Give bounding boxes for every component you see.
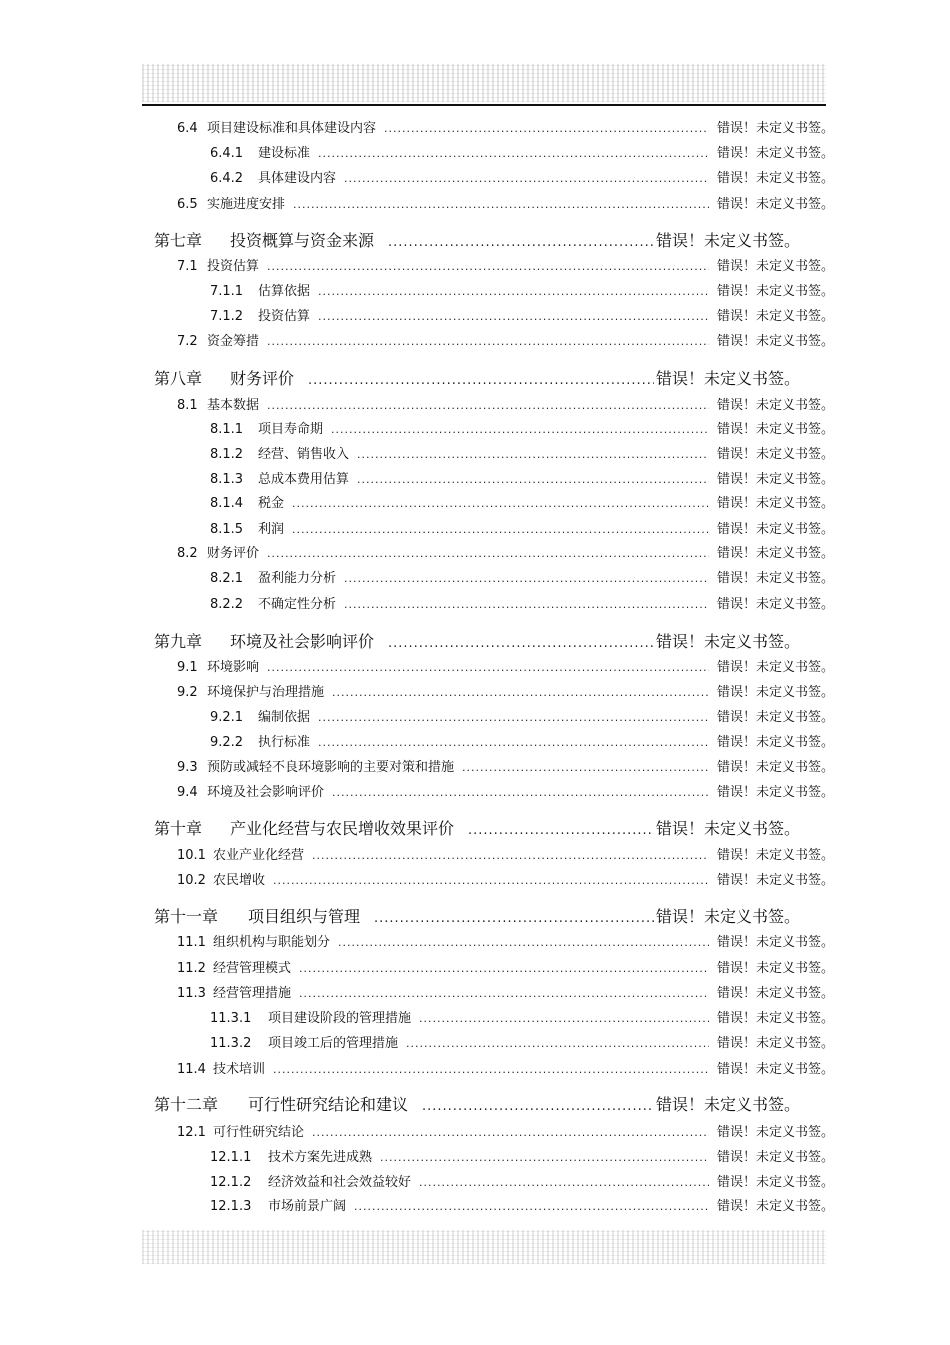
- toc-entry-number: 8.1.4: [210, 496, 244, 511]
- toc-leader-dots: [344, 596, 709, 614]
- toc-leader-dots: [267, 258, 709, 276]
- toc-section-entry[interactable]: [177, 120, 834, 138]
- toc-leader-dots: [468, 820, 654, 842]
- toc-entry-page-ref: 错误！未定义书签。: [655, 1095, 800, 1114]
- toc-section-entry[interactable]: [177, 985, 834, 1003]
- toc-leader-dots: [318, 145, 709, 163]
- toc-leader-dots: [344, 570, 709, 588]
- toc-section-entry[interactable]: [177, 847, 834, 865]
- toc-entry-page-ref: 错误！未定义书签。: [716, 571, 834, 586]
- toc-entry-page-ref: 错误！未定义书签。: [716, 1175, 834, 1190]
- toc-leader-dots: [332, 784, 709, 802]
- toc-entry-title: 利润: [258, 522, 285, 537]
- toc-leader-dots: [292, 521, 709, 539]
- toc-leader-dots: [380, 1149, 709, 1167]
- toc-entry-page-ref: 错误！未定义书签。: [716, 1036, 834, 1051]
- toc-subsection-entry[interactable]: [210, 308, 834, 326]
- toc-entry-title: 资金筹措: [207, 334, 260, 349]
- toc-subsection-entry[interactable]: [210, 1035, 834, 1053]
- toc-subsection-entry[interactable]: [210, 495, 834, 513]
- toc-entry-title: 组织机构与职能划分: [213, 935, 331, 950]
- toc-entry-title: 经济效益和社会效益较好: [268, 1175, 412, 1190]
- toc-subsection-entry[interactable]: [210, 1174, 834, 1192]
- toc-entry-number: 10.1: [177, 848, 206, 863]
- toc-entry-number: 11.3: [177, 986, 206, 1001]
- toc-entry-number: 7.1.2: [210, 309, 244, 324]
- toc-subsection-entry[interactable]: [210, 570, 834, 588]
- toc-entry-page-ref: 错误！未定义书签。: [716, 1199, 834, 1214]
- toc-entry-page-ref: 错误！未定义书签。: [716, 760, 834, 775]
- toc-section-entry[interactable]: [177, 1124, 834, 1142]
- toc-entry-page-ref: 错误！未定义书签。: [716, 121, 834, 136]
- toc-entry-number: 11.3.1: [210, 1011, 252, 1026]
- toc-entry-title: 项目组织与管理: [248, 907, 361, 926]
- toc-leader-dots: [462, 759, 709, 777]
- toc-entry-page-ref: 错误！未定义书签。: [716, 334, 834, 349]
- toc-entry-page-ref: 错误！未定义书签。: [716, 146, 834, 161]
- toc-entry-number: 7.1.1: [210, 284, 244, 299]
- toc-leader-dots: [338, 934, 709, 952]
- page-footer-band: [142, 1230, 826, 1264]
- toc-entry-title: 估算依据: [258, 284, 311, 299]
- toc-entry-title: 建设标准: [258, 146, 311, 161]
- toc-entry-number: 6.4: [177, 121, 198, 136]
- toc-leader-dots: [406, 1035, 709, 1053]
- toc-entry-title: 编制依据: [258, 710, 311, 725]
- toc-entry-number: 11.4: [177, 1062, 206, 1077]
- toc-entry-title: 可行性研究结论: [213, 1125, 305, 1140]
- toc-leader-dots: [388, 232, 654, 254]
- toc-leader-dots: [267, 545, 709, 563]
- toc-entry-title: 环境及社会影响评价: [207, 785, 325, 800]
- toc-entry-number: 8.2.2: [210, 597, 244, 612]
- toc-subsection-entry[interactable]: [210, 521, 834, 539]
- toc-entry-page-ref: 错误！未定义书签。: [655, 632, 800, 651]
- toc-chapter-entry[interactable]: [154, 818, 800, 842]
- toc-entry-page-ref: 错误！未定义书签。: [655, 819, 800, 838]
- toc-entry-title: 基本数据: [207, 398, 260, 413]
- toc-entry-page-ref: 错误！未定义书签。: [716, 685, 834, 700]
- toc-entry-page-ref: 错误！未定义书签。: [716, 848, 834, 863]
- toc-entry-title: 不确定性分析: [258, 597, 337, 612]
- toc-entry-number: 第九章: [154, 632, 203, 651]
- toc-entry-page-ref: 错误！未定义书签。: [716, 522, 834, 537]
- toc-entry-page-ref: 错误！未定义书签。: [716, 259, 834, 274]
- toc-entry-title: 预防或减轻不良环境影响的主要对策和措施: [207, 760, 455, 775]
- toc-leader-dots: [331, 421, 709, 439]
- toc-leader-dots: [293, 196, 709, 214]
- toc-leader-dots: [357, 471, 709, 489]
- toc-entry-page-ref: 错误！未定义书签。: [716, 496, 834, 511]
- toc-subsection-entry[interactable]: [210, 446, 834, 464]
- toc-chapter-entry[interactable]: [154, 906, 800, 930]
- toc-entry-page-ref: 错误！未定义书签。: [716, 935, 834, 950]
- toc-entry-number: 12.1.3: [210, 1199, 252, 1214]
- toc-leader-dots: [422, 1096, 654, 1118]
- toc-chapter-entry[interactable]: [154, 230, 800, 254]
- toc-section-entry[interactable]: [177, 759, 834, 777]
- toc-entry-title: 经营、销售收入: [258, 447, 350, 462]
- toc-leader-dots: [273, 872, 709, 890]
- toc-entry-page-ref: 错误！未定义书签。: [716, 660, 834, 675]
- toc-entry-title: 财务评价: [207, 546, 260, 561]
- toc-entry-title: 财务评价: [230, 369, 295, 388]
- toc-leader-dots: [318, 709, 709, 727]
- toc-entry-number: 9.4: [177, 785, 198, 800]
- toc-entry-number: 第八章: [154, 369, 203, 388]
- toc-entry-number: 11.3.2: [210, 1036, 252, 1051]
- toc-entry-number: 12.1.2: [210, 1175, 252, 1190]
- toc-entry-title: 投资概算与资金来源: [230, 231, 375, 250]
- toc-leader-dots: [267, 397, 709, 415]
- toc-section-entry[interactable]: [177, 196, 834, 214]
- toc-entry-number: 6.5: [177, 197, 198, 212]
- toc-entry-title: 农民增收: [213, 873, 266, 888]
- toc-entry-page-ref: 错误！未定义书签。: [716, 873, 834, 888]
- toc-entry-number: 6.4.1: [210, 146, 244, 161]
- toc-entry-page-ref: 错误！未定义书签。: [716, 171, 834, 186]
- toc-entry-page-ref: 错误！未定义书签。: [716, 472, 834, 487]
- toc-leader-dots: [267, 333, 709, 351]
- toc-entry-title: 农业产业化经营: [213, 848, 305, 863]
- toc-subsection-entry[interactable]: [210, 283, 834, 301]
- toc-entry-page-ref: 错误！未定义书签。: [716, 546, 834, 561]
- toc-entry-page-ref: 错误！未定义书签。: [716, 1011, 834, 1026]
- toc-subsection-entry[interactable]: [210, 1149, 834, 1167]
- toc-leader-dots: [312, 1124, 709, 1142]
- toc-entry-page-ref: 错误！未定义书签。: [716, 398, 834, 413]
- toc-entry-number: 12.1.1: [210, 1150, 252, 1165]
- toc-entry-title: 产业化经营与农民增收效果评价: [230, 819, 455, 838]
- toc-entry-number: 8.2.1: [210, 571, 244, 586]
- toc-entry-title: 技术方案先进成熟: [268, 1150, 373, 1165]
- toc-leader-dots: [312, 847, 709, 865]
- toc-leader-dots: [308, 370, 654, 392]
- toc-entry-title: 具体建设内容: [258, 171, 337, 186]
- toc-subsection-entry[interactable]: [210, 145, 834, 163]
- toc-entry-number: 8.2: [177, 546, 198, 561]
- toc-entry-number: 8.1.3: [210, 472, 244, 487]
- toc-entry-title: 经营管理模式: [213, 961, 292, 976]
- toc-section-entry[interactable]: [177, 659, 834, 677]
- toc-entry-title: 总成本费用估算: [258, 472, 350, 487]
- toc-entry-number: 第十一章: [154, 907, 219, 926]
- toc-leader-dots: [388, 633, 654, 655]
- toc-leader-dots: [419, 1010, 709, 1028]
- toc-chapter-entry[interactable]: [154, 631, 800, 655]
- toc-subsection-entry[interactable]: [210, 1198, 834, 1216]
- toc-entry-title: 市场前景广阔: [268, 1199, 347, 1214]
- toc-entry-title: 环境保护与治理措施: [207, 685, 325, 700]
- toc-entry-number: 8.1.2: [210, 447, 244, 462]
- toc-entry-page-ref: 错误！未定义书签。: [655, 907, 800, 926]
- toc-subsection-entry[interactable]: [210, 421, 834, 439]
- toc-entry-title: 盈利能力分析: [258, 571, 337, 586]
- toc-entry-title: 环境及社会影响评价: [230, 632, 375, 651]
- toc-leader-dots: [419, 1174, 709, 1192]
- toc-leader-dots: [299, 960, 709, 978]
- toc-entry-page-ref: 错误！未定义书签。: [716, 961, 834, 976]
- toc-subsection-entry[interactable]: [210, 471, 834, 489]
- toc-leader-dots: [299, 985, 709, 1003]
- toc-entry-page-ref: 错误！未定义书签。: [716, 986, 834, 1001]
- toc-subsection-entry[interactable]: [210, 709, 834, 727]
- toc-subsection-entry[interactable]: [210, 734, 834, 752]
- toc-entry-page-ref: 错误！未定义书签。: [716, 710, 834, 725]
- toc-entry-page-ref: 错误！未定义书签。: [716, 197, 834, 212]
- toc-section-entry[interactable]: [177, 397, 834, 415]
- toc-leader-dots: [318, 308, 709, 326]
- toc-leader-dots: [292, 495, 709, 513]
- toc-entry-number: 7.2: [177, 334, 198, 349]
- toc-entry-number: 7.1: [177, 259, 198, 274]
- toc-entry-title: 项目建设标准和具体建设内容: [207, 121, 377, 136]
- toc-section-entry[interactable]: [177, 934, 834, 952]
- toc-entry-page-ref: 错误！未定义书签。: [655, 369, 800, 388]
- toc-entry-number: 10.2: [177, 873, 206, 888]
- toc-entry-title: 税金: [258, 496, 285, 511]
- toc-entry-number: 9.2: [177, 685, 198, 700]
- toc-entry-number: 11.1: [177, 935, 206, 950]
- toc-section-entry[interactable]: [177, 960, 834, 978]
- toc-entry-page-ref: 错误！未定义书签。: [716, 597, 834, 612]
- toc-entry-page-ref: 错误！未定义书签。: [716, 422, 834, 437]
- toc-entry-page-ref: 错误！未定义书签。: [716, 735, 834, 750]
- toc-entry-title: 可行性研究结论和建议: [248, 1095, 409, 1114]
- toc-entry-number: 8.1.1: [210, 422, 244, 437]
- toc-entry-number: 9.1: [177, 660, 198, 675]
- toc-entry-title: 项目建设阶段的管理措施: [268, 1011, 412, 1026]
- toc-entry-title: 执行标准: [258, 735, 311, 750]
- toc-entry-page-ref: 错误！未定义书签。: [716, 309, 834, 324]
- toc-entry-number: 12.1: [177, 1125, 206, 1140]
- toc-entry-number: 第七章: [154, 231, 203, 250]
- toc-entry-number: 11.2: [177, 961, 206, 976]
- toc-subsection-entry[interactable]: [210, 596, 834, 614]
- toc-entry-page-ref: 错误！未定义书签。: [716, 1150, 834, 1165]
- toc-leader-dots: [318, 734, 709, 752]
- toc-entry-page-ref: 错误！未定义书签。: [716, 785, 834, 800]
- toc-leader-dots: [374, 908, 654, 930]
- toc-entry-page-ref: 错误！未定义书签。: [716, 447, 834, 462]
- toc-entry-number: 8.1.5: [210, 522, 244, 537]
- toc-subsection-entry[interactable]: [210, 170, 834, 188]
- toc-leader-dots: [357, 446, 709, 464]
- toc-leader-dots: [354, 1198, 709, 1216]
- toc-entry-title: 经营管理措施: [213, 986, 292, 1001]
- toc-leader-dots: [318, 283, 709, 301]
- toc-entry-page-ref: 错误！未定义书签。: [716, 1062, 834, 1077]
- toc-section-entry[interactable]: [177, 545, 834, 563]
- toc-chapter-entry[interactable]: [154, 1094, 800, 1118]
- toc-section-entry[interactable]: [177, 333, 834, 351]
- toc-entry-number: 9.3: [177, 760, 198, 775]
- toc-entry-number: 第十二章: [154, 1095, 219, 1114]
- toc-entry-title: 项目寿命期: [258, 422, 324, 437]
- toc-leader-dots: [384, 120, 709, 138]
- toc-section-entry[interactable]: [177, 1061, 834, 1079]
- toc-entry-title: 实施进度安排: [207, 197, 286, 212]
- toc-chapter-entry[interactable]: [154, 368, 800, 392]
- toc-leader-dots: [332, 684, 709, 702]
- toc-entry-title: 项目竣工后的管理措施: [268, 1036, 399, 1051]
- toc-entry-page-ref: 错误！未定义书签。: [655, 231, 800, 250]
- toc-leader-dots: [344, 170, 709, 188]
- toc-entry-number: 第十章: [154, 819, 203, 838]
- toc-section-entry[interactable]: [177, 258, 834, 276]
- toc-entry-page-ref: 错误！未定义书签。: [716, 284, 834, 299]
- toc-entry-title: 环境影响: [207, 660, 260, 675]
- toc-section-entry[interactable]: [177, 784, 834, 802]
- toc-entry-title: 投资估算: [207, 259, 260, 274]
- toc-subsection-entry[interactable]: [210, 1010, 834, 1028]
- toc-entry-title: 技术培训: [213, 1062, 266, 1077]
- toc-leader-dots: [267, 659, 709, 677]
- toc-entry-number: 6.4.2: [210, 171, 244, 186]
- toc-entry-number: 9.2.2: [210, 735, 244, 750]
- toc-leader-dots: [273, 1061, 709, 1079]
- toc-entry-number: 9.2.1: [210, 710, 244, 725]
- toc-section-entry[interactable]: [177, 684, 834, 702]
- toc-entry-title: 投资估算: [258, 309, 311, 324]
- toc-entry-page-ref: 错误！未定义书签。: [716, 1125, 834, 1140]
- toc-entry-number: 8.1: [177, 398, 198, 413]
- toc-section-entry[interactable]: [177, 872, 834, 890]
